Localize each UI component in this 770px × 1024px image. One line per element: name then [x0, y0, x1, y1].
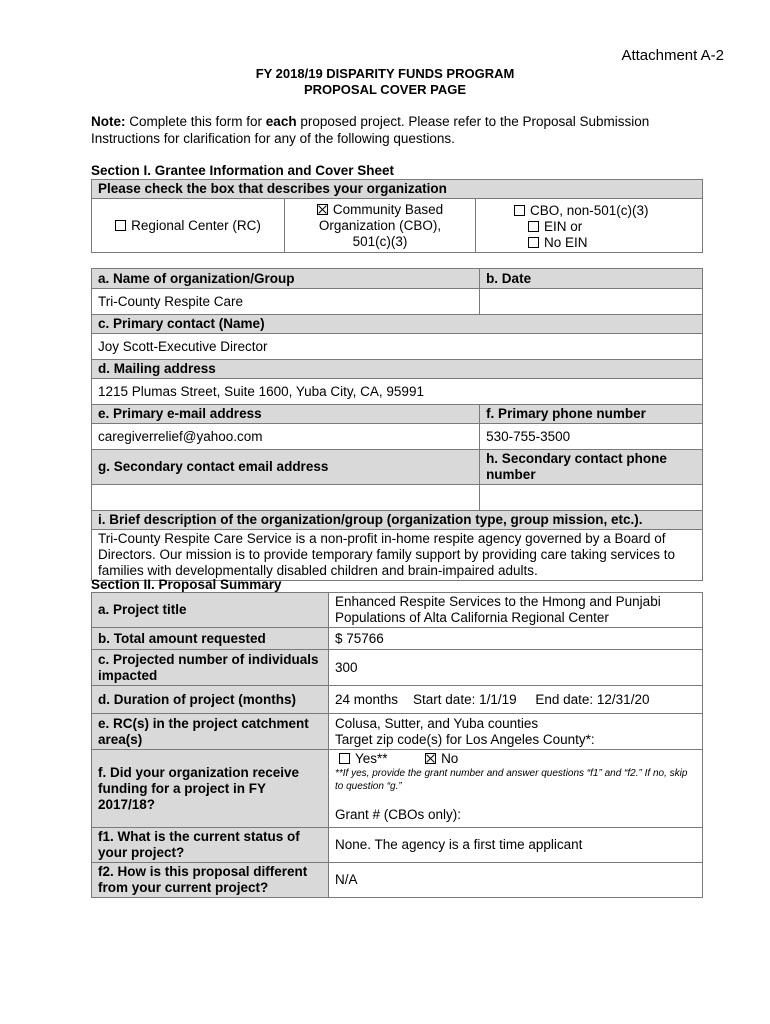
- summary-f2-label: f2. How is this proposal different from your current project?: [92, 863, 329, 898]
- summary-b-label: b. Total amount requested: [92, 628, 329, 650]
- field-g-label: g. Secondary contact email address: [92, 450, 480, 485]
- proposal-summary-table: [91, 592, 703, 898]
- option-cbo-501-line2: Organization (CBO),: [318, 217, 442, 233]
- summary-a-label: a. Project title: [92, 593, 329, 628]
- option-ein-label: EIN or: [544, 219, 583, 234]
- field-d-label: d. Mailing address: [92, 360, 703, 379]
- note-text-before: Complete this form for: [125, 114, 266, 129]
- instructions-note: [91, 113, 691, 147]
- attachment-label: Attachment A-2: [621, 47, 724, 64]
- option-rc[interactable]: [92, 199, 285, 253]
- option-no-ein-label: No EIN: [544, 235, 588, 250]
- title-line-2: PROPOSAL COVER PAGE: [303, 82, 467, 97]
- option-cbo-non501[interactable]: [476, 199, 703, 253]
- option-rc-label: Regional Center (RC): [131, 217, 261, 233]
- summary-c-value[interactable]: 300: [329, 650, 703, 686]
- summary-c-label: c. Projected number of individuals impacted: [92, 650, 329, 686]
- title-line-1: FY 2018/19 DISPARITY FUNDS PROGRAM: [255, 66, 515, 81]
- summary-f-value[interactable]: [329, 750, 703, 828]
- field-d-value[interactable]: 1215 Plumas Street, Suite 1600, Yuba City, CA, 95991: [92, 379, 703, 405]
- field-i-value[interactable]: Tri-County Respite Care Service is a non-profit in-home respite agency governed by a Board of Directors. Our mission is to provide temporary family support by providing care taking services to families with developmentally disabled children and brain-impaired adults.: [92, 530, 703, 581]
- section-2-title: Section II. Proposal Summary: [91, 577, 282, 592]
- org-type-table: [91, 179, 703, 253]
- grantee-info-table: [91, 268, 703, 581]
- note-label: Note:: [91, 114, 126, 129]
- field-e-label: e. Primary e-mail address: [92, 405, 480, 424]
- option-cbo-non501-label: CBO, non-501(c)(3): [530, 203, 649, 218]
- summary-d-value[interactable]: 24 months Start date: 1/1/19 End date: 12/31/20: [329, 686, 703, 714]
- checkbox-rc[interactable]: [115, 220, 126, 231]
- summary-a-value[interactable]: Enhanced Respite Services to the Hmong and Punjabi Populations of Alta California Regional Center: [329, 593, 703, 628]
- summary-f1-value[interactable]: None. The agency is a first time applicant: [329, 828, 703, 863]
- checkbox-no-checked[interactable]: [425, 753, 436, 764]
- summary-f2-value[interactable]: N/A: [329, 863, 703, 898]
- field-c-value[interactable]: Joy Scott-Executive Director: [92, 334, 703, 360]
- note-emphasis: each: [265, 114, 297, 129]
- field-h-label: h. Secondary contact phone number: [480, 450, 703, 485]
- field-c-label: c. Primary contact (Name): [92, 315, 703, 334]
- checkbox-ein[interactable]: [528, 221, 539, 232]
- checkbox-no-ein[interactable]: [528, 237, 539, 248]
- field-h-value[interactable]: [480, 485, 703, 511]
- option-cbo-501-line3: 501(c)(3): [352, 233, 408, 249]
- field-a-label: a. Name of organization/Group: [92, 269, 480, 289]
- option-cbo-501-line1: Community Based: [332, 201, 444, 217]
- summary-e-value-line1: Colusa, Sutter, and Yuba counties: [335, 715, 539, 731]
- field-b-label: b. Date: [480, 269, 703, 289]
- summary-f-label: f. Did your organization receive funding for a project in FY 2017/18?: [92, 750, 329, 828]
- summary-d-label: d. Duration of project (months): [92, 686, 329, 714]
- checkbox-cbo-non501[interactable]: [514, 205, 525, 216]
- note-text-after: proposed project. Please refer to the Proposal Submission Instructions for clarification for any of the following questions.: [91, 114, 650, 146]
- org-type-header: Please check the box that describes your organization: [92, 180, 703, 199]
- field-b-value[interactable]: [480, 289, 703, 315]
- checkbox-cbo-501-checked[interactable]: [317, 204, 328, 215]
- funding-note: **If yes, provide the grant number and answer questions “f1” and “f2.” If no, skip to question “g.”: [335, 768, 688, 792]
- option-no-label: No: [441, 751, 459, 766]
- grant-number-label: Grant # (CBOs only):: [335, 807, 462, 822]
- summary-f1-label: f1. What is the current status of your project?: [92, 828, 329, 863]
- field-i-label: i. Brief description of the organization/group (organization type, group mission, etc.).: [92, 511, 703, 530]
- checkbox-yes[interactable]: [339, 753, 350, 764]
- summary-b-value[interactable]: $ 75766: [329, 628, 703, 650]
- summary-e-label: e. RC(s) in the project catchment area(s): [92, 714, 329, 750]
- field-f-label: f. Primary phone number: [480, 405, 703, 424]
- summary-e-value[interactable]: [329, 714, 703, 750]
- field-g-value[interactable]: [92, 485, 480, 511]
- option-yes-label: Yes**: [355, 751, 388, 766]
- section-1-title: Section I. Grantee Information and Cover Sheet: [91, 163, 395, 178]
- option-cbo-501[interactable]: [285, 199, 476, 253]
- document-title: [0, 66, 770, 98]
- field-e-value[interactable]: caregiverrelief@yahoo.com: [92, 424, 480, 450]
- field-a-value[interactable]: Tri-County Respite Care: [92, 289, 480, 315]
- summary-e-value-line2: Target zip code(s) for Los Angeles County*:: [335, 731, 595, 747]
- field-f-value[interactable]: 530-755-3500: [480, 424, 703, 450]
